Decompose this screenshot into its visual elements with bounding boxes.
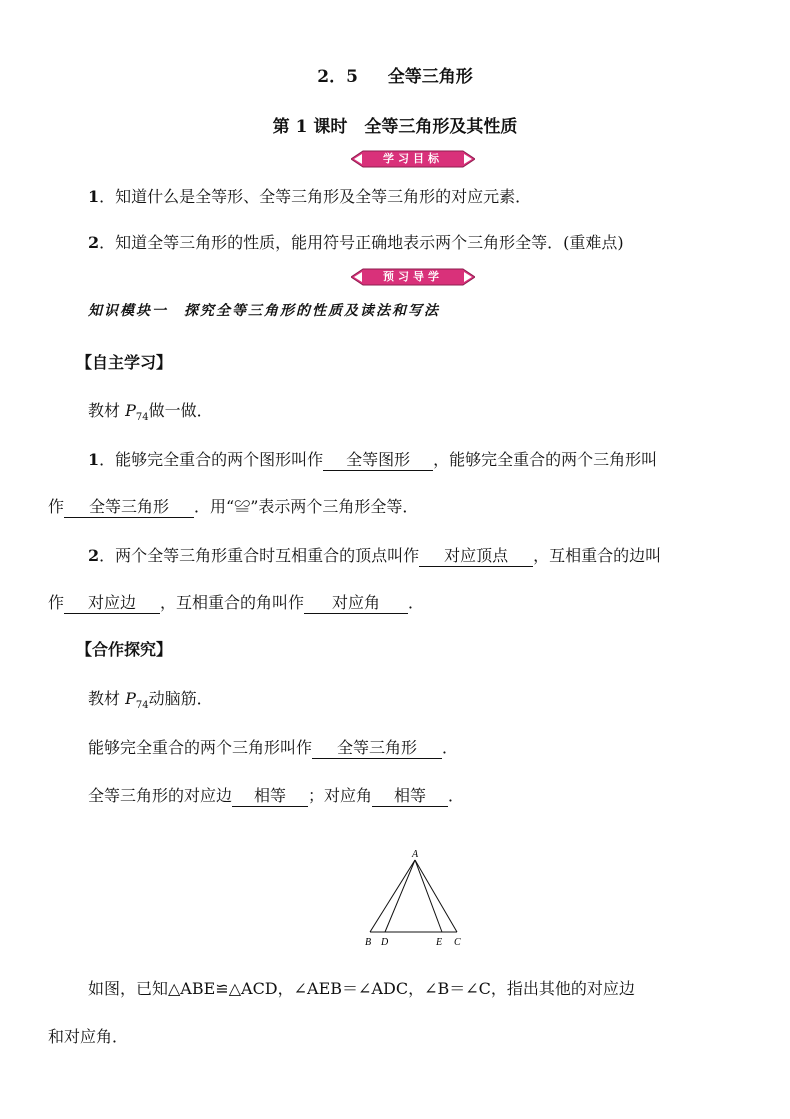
- cooperation-line-1: [88, 735, 458, 759]
- vertex-label-d: D: [381, 937, 389, 948]
- vertex-label-c: C: [454, 937, 461, 948]
- item-text: 能够完全重合的两个三角形叫作: [88, 738, 313, 757]
- goals-badge-label: 学习目标: [383, 152, 443, 165]
- ref-page: P: [125, 401, 136, 420]
- item-text: ，互相重合的角叫作: [160, 593, 305, 612]
- vertex-label-a: A: [412, 849, 419, 860]
- item-text: ．用“≌”表示两个三角形全等．: [194, 497, 419, 516]
- item-text: ．: [448, 786, 465, 805]
- answer-blank: 对应顶点: [419, 546, 533, 567]
- preview-badge-label: 预习导学: [383, 270, 443, 283]
- ref-page: P: [125, 689, 136, 708]
- self-study-heading: 【自主学习】: [76, 353, 173, 372]
- item-text: 作: [48, 497, 65, 516]
- ref-page-sub: 74: [135, 700, 149, 712]
- segment-ad: [385, 860, 415, 932]
- answer-blank: 相等: [372, 786, 448, 807]
- segment-ac: [415, 860, 457, 932]
- section-number: 2．5: [317, 67, 358, 87]
- answer-blank: 全等图形: [323, 450, 433, 471]
- item-text: 作: [48, 593, 65, 612]
- lesson-title: 第 1 课时 全等三角形及其性质: [272, 117, 518, 137]
- item-text: ，能够完全重合的两个三角形叫: [433, 450, 658, 469]
- item-text: ．: [442, 738, 459, 757]
- cooperation-line-2: [88, 783, 464, 807]
- goal-text: ．知道什么是全等形、全等三角形及全等三角形的对应元素．: [99, 187, 532, 206]
- self-study-item-2-line-1: [88, 543, 661, 567]
- goal-text: ．知道全等三角形的性质，能用符号正确地表示两个三角形全等．(重难点): [99, 233, 624, 252]
- item-text: ；对应角: [308, 786, 373, 805]
- cooperation-heading: 【合作探究】: [76, 640, 173, 659]
- goal-number: 1: [88, 187, 100, 206]
- goal-item-1: [88, 184, 531, 207]
- self-study-item-1-line-1: [88, 447, 657, 471]
- segment-ab: [370, 860, 415, 932]
- problem-line-2: 和对应角．: [48, 1027, 129, 1046]
- section-title: [0, 62, 790, 87]
- triangle-diagram: [360, 846, 470, 950]
- item-text: ，互相重合的边叫: [533, 546, 662, 565]
- vertex-label-e: E: [436, 937, 443, 948]
- answer-blank: 全等三角形: [64, 497, 194, 518]
- item-text: ．: [408, 593, 425, 612]
- ref-prefix: 教材: [88, 401, 126, 420]
- answer-blank: 全等三角形: [312, 738, 442, 759]
- goal-item-2: [88, 230, 624, 253]
- cooperation-reference: [88, 686, 213, 711]
- self-study-item-2-line-2: [48, 590, 424, 614]
- ref-suffix: 做一做．: [148, 401, 213, 420]
- goals-badge: [351, 150, 475, 168]
- segment-ae: [415, 860, 442, 932]
- item-text: ．能够完全重合的两个图形叫作: [99, 450, 324, 469]
- vertex-label-b: B: [365, 937, 372, 948]
- ref-suffix: 动脑筋．: [148, 689, 213, 708]
- answer-blank: 对应边: [64, 593, 160, 614]
- item-number: 1: [88, 450, 100, 469]
- preview-badge: [351, 268, 475, 286]
- self-study-item-1-line-2: [48, 494, 418, 518]
- goal-number: 2: [88, 233, 100, 252]
- ref-prefix: 教材: [88, 689, 126, 708]
- module-heading: 知识模块一 探究全等三角形的性质及读法和写法: [88, 303, 440, 319]
- triangle-figure: [360, 846, 470, 950]
- answer-blank: 相等: [232, 786, 308, 807]
- item-text: 全等三角形的对应边: [88, 786, 233, 805]
- section-name: 全等三角形: [387, 67, 473, 87]
- item-text: ．两个全等三角形重合时互相重合的顶点叫作: [99, 546, 420, 565]
- ref-page-sub: 74: [135, 412, 149, 424]
- item-number: 2: [88, 546, 100, 565]
- problem-line-1: 如图，已知△ABE≌△ACD，∠AEB＝∠ADC，∠B＝∠C，指出其他的对应边: [88, 979, 635, 998]
- answer-blank: 对应角: [304, 593, 408, 614]
- self-study-reference: [88, 398, 213, 423]
